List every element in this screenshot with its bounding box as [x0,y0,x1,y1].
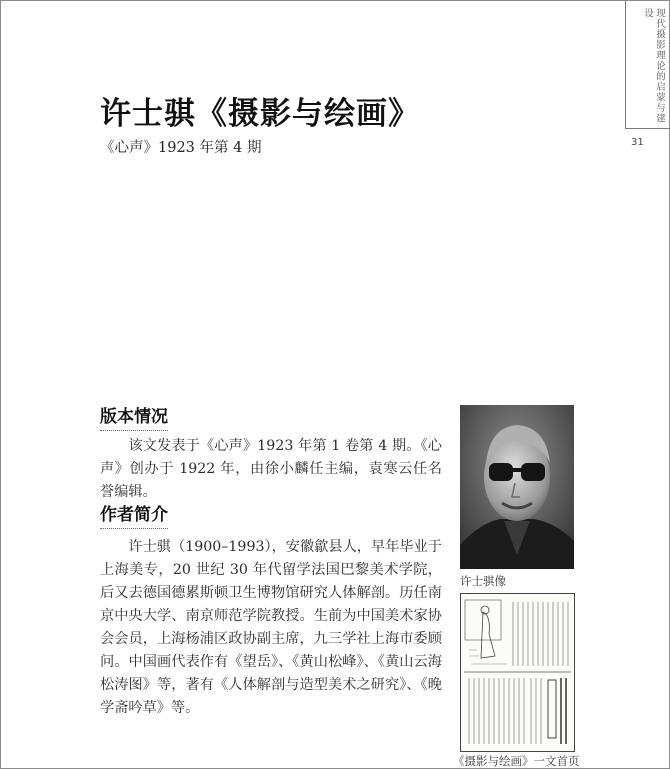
section-paragraph-author: 许士骐（1900–1993），安徽歙县人，早年毕业于上海美专，20 世纪 30 年代留学法国巴黎美术学院，后又去德国德累斯顿卫生博物馆研究人体解剖。历任南京中央大学、南京师范学院教授。生前为中国美术家协会会员，上海杨浦区政协副主席，九三学社上海市委顾问。中国画代表作有《望岳》、《黄山松峰》、《黄山云海松涛图》等，著有《人体解剖与造型美术之研究》、《晚学斋吟草》等。 [100,539,442,716]
article-source: 《心声》1923 年第 4 期 [100,140,262,156]
running-title: 现代摄影理论的启蒙与建设 [642,8,665,124]
author-portrait-photo [460,405,574,569]
section-heading-author: 作者简介 [100,500,168,529]
facsimile-caption: 《摄影与绘画》一文首页 [453,754,580,768]
portrait-caption: 许士骐像 [460,574,506,588]
facsimile-first-page-image [460,593,575,752]
portrait-drawing [460,405,574,569]
section-heading-version: 版本情况 [100,402,168,431]
page-number: 31 [631,137,644,148]
facsimile-drawing [461,594,574,751]
article-title: 许士骐《摄影与绘画》 [100,96,420,132]
section-paragraph-version: 该文发表于《心声》1923 年第 1 卷第 4 期。《心声》创办于 1922 年，由徐小麟任主编，袁寒云任名誉编辑。 [100,438,442,500]
